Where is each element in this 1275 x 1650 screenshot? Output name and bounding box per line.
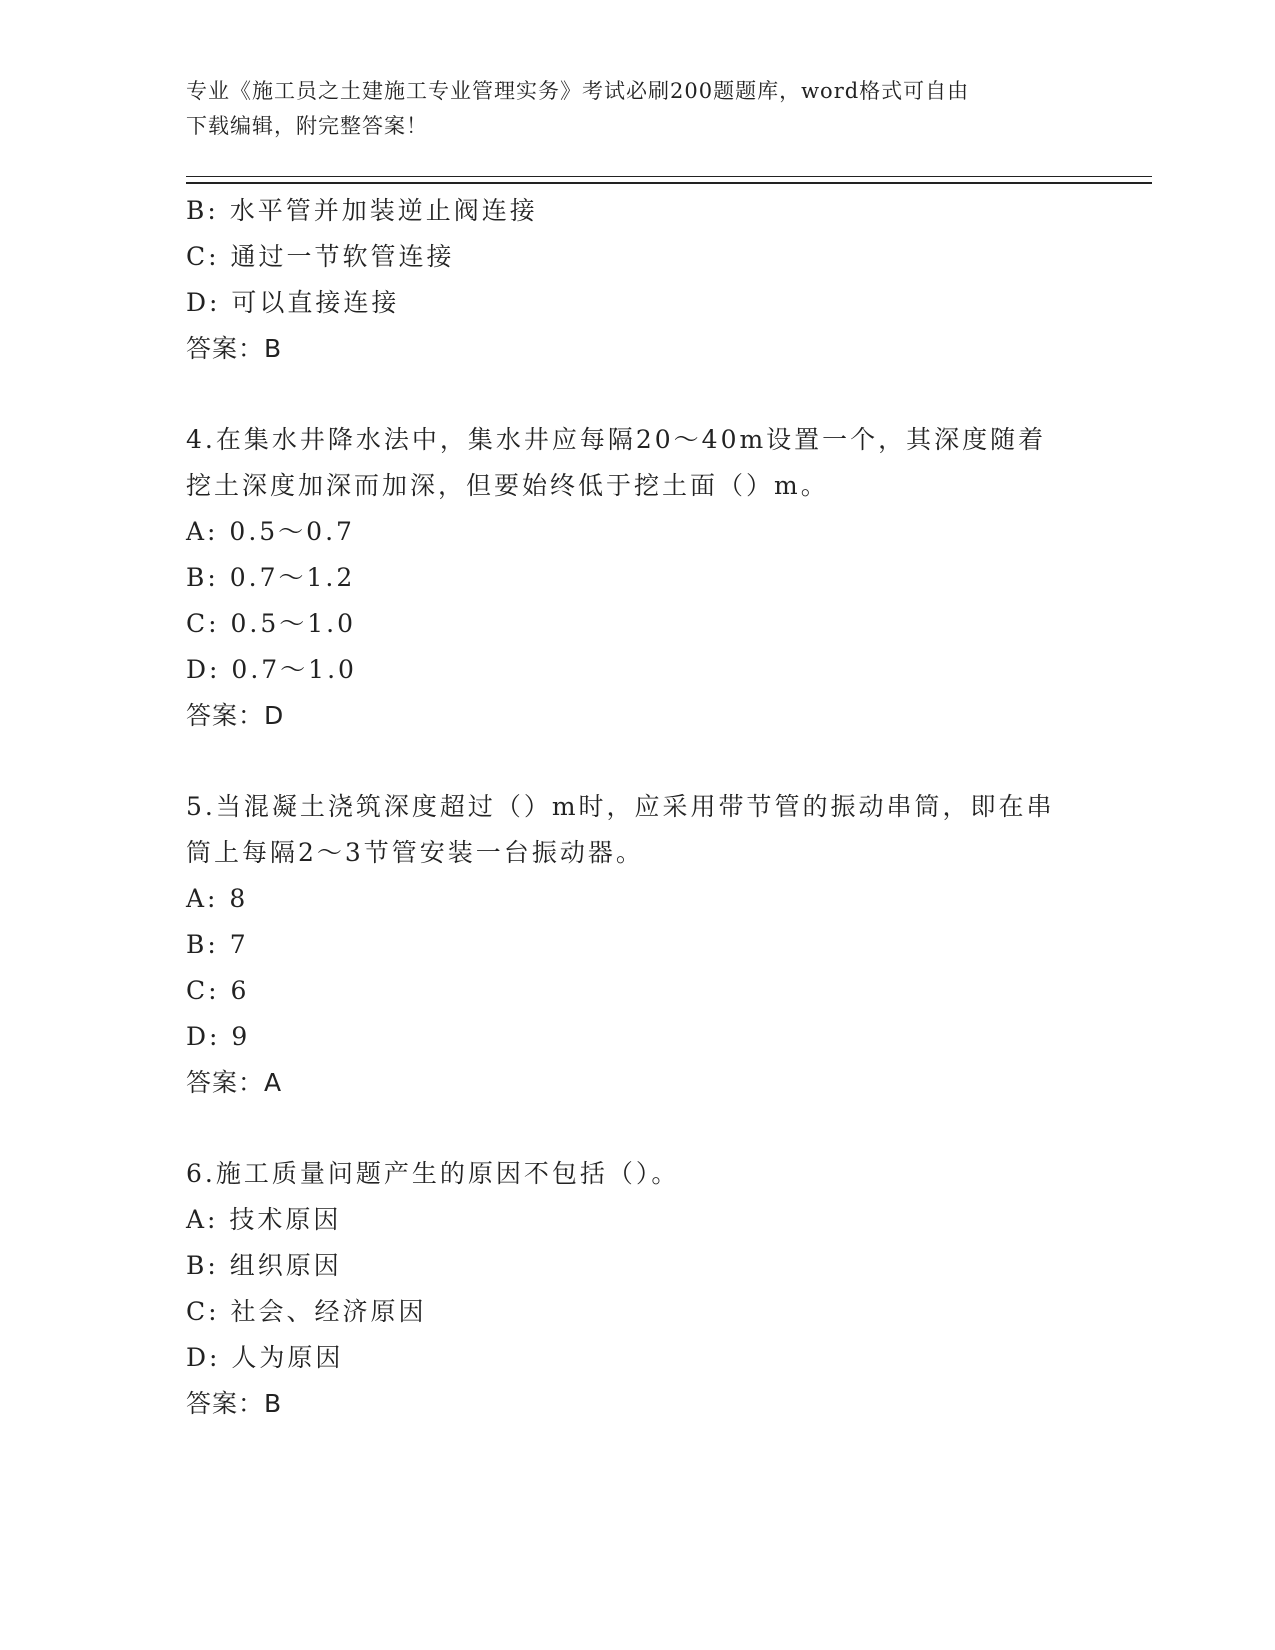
header-line-2: 下载编辑，附完整答案！	[186, 114, 428, 138]
spacer	[186, 372, 1086, 417]
option-b: B: 组织原因	[186, 1251, 342, 1280]
option-c: C: 0.5～1.0	[186, 609, 357, 638]
question-4	[186, 417, 1086, 739]
header-divider-thick	[186, 182, 1152, 184]
question-stem-line-2: 筒上每隔2～3节管安装一台振动器。	[186, 838, 644, 867]
option-b: B: 7	[186, 930, 249, 959]
option-b: B: 水平管并加装逆止阀连接	[186, 196, 538, 225]
option-d: D: 9	[186, 1022, 251, 1051]
question-stem-line-1: 6.施工质量问题产生的原因不包括（）。	[186, 1159, 680, 1188]
option-c: C: 通过一节软管连接	[186, 242, 455, 271]
option-c: C: 6	[186, 976, 250, 1005]
option-a: A: 0.5～0.7	[186, 517, 355, 546]
spacer	[186, 1106, 1086, 1151]
answer-line: 答案：B	[186, 1389, 283, 1418]
question-6	[186, 1151, 1086, 1427]
option-d: D: 0.7～1.0	[186, 655, 357, 684]
option-a: A: 8	[186, 884, 249, 913]
option-b: B: 0.7～1.2	[186, 563, 356, 592]
question-stem-line-2: 挖土深度加深而加深，但要始终低于挖土面（）m。	[186, 471, 829, 500]
question-5	[186, 784, 1086, 1106]
header-divider-thin	[186, 176, 1152, 177]
question-list	[186, 188, 1086, 1427]
question-stem-line-1: 4.在集水井降水法中，集水井应每隔20～40m设置一个，其深度随着	[186, 425, 1047, 454]
question-3	[186, 188, 1086, 372]
answer-line: 答案：D	[186, 701, 285, 730]
option-a: A: 技术原因	[186, 1205, 342, 1234]
option-c: C: 社会、经济原因	[186, 1297, 427, 1326]
option-d: D: 人为原因	[186, 1343, 344, 1372]
answer-line: 答案：A	[186, 1068, 283, 1097]
spacer	[186, 739, 1086, 784]
document-header	[186, 74, 1066, 144]
header-line-1: 专业《施工员之土建施工专业管理实务》考试必刷200题题库，word格式可自由	[186, 79, 970, 103]
option-d: D: 可以直接连接	[186, 288, 400, 317]
question-stem-line-1: 5.当混凝土浇筑深度超过（）m时，应采用带节管的振动串筒，即在串	[186, 792, 1055, 821]
answer-line: 答案：B	[186, 334, 283, 363]
